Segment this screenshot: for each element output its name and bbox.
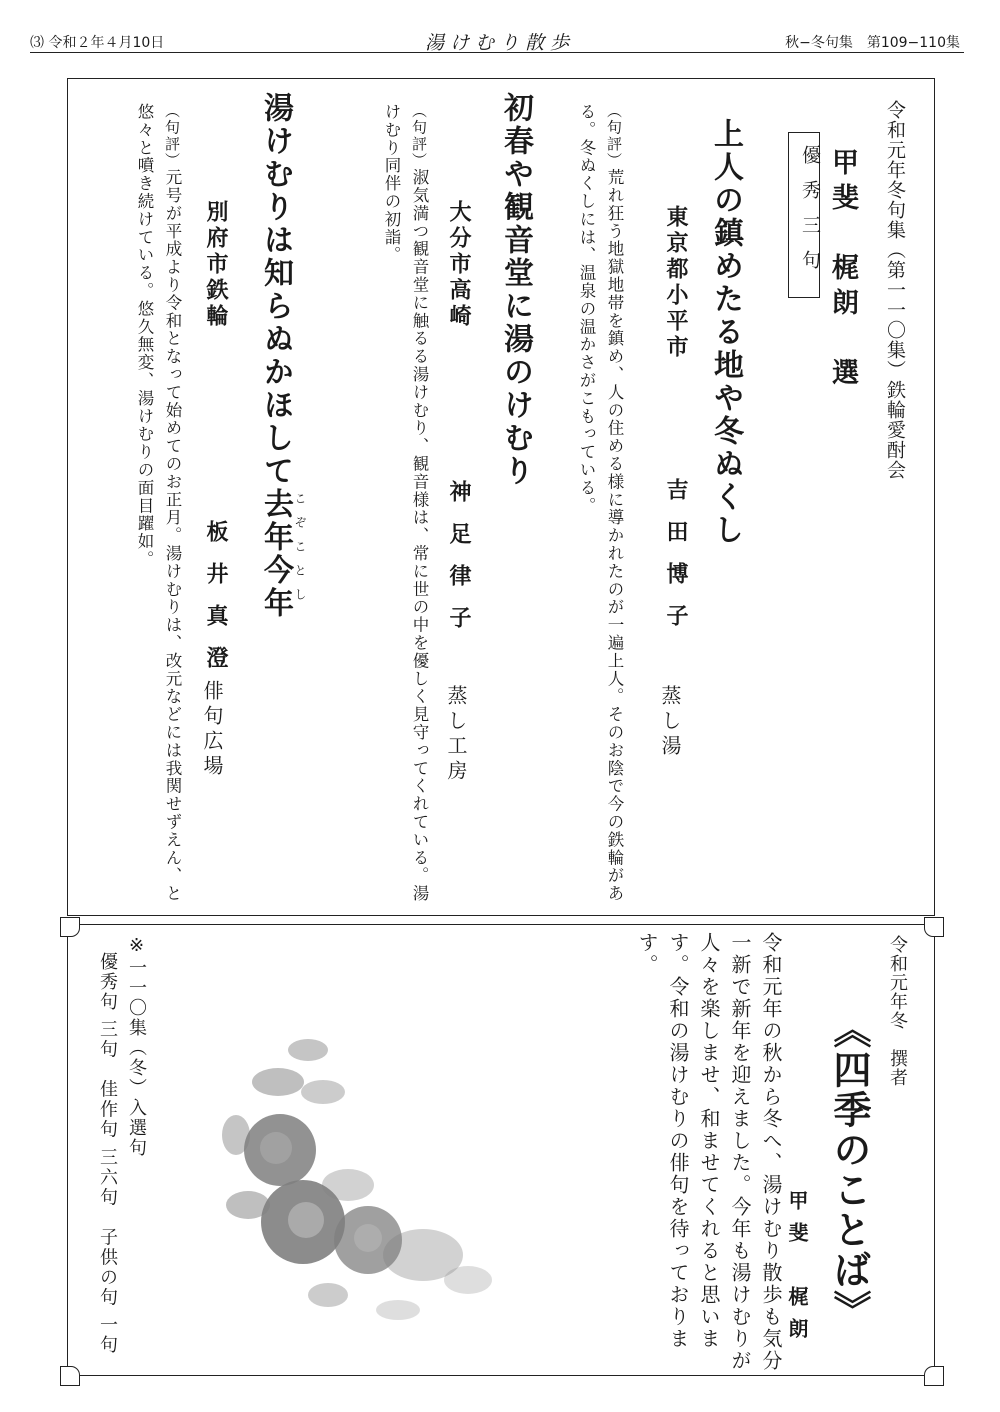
haiku-ruby: こぞことし xyxy=(293,492,307,612)
newsletter-title: 湯けむり散歩 xyxy=(424,32,575,54)
frame-corner xyxy=(924,1366,944,1386)
excellent-badge: 優秀三句 xyxy=(788,132,820,298)
comment-label: （句評） xyxy=(410,103,428,169)
frame-corner xyxy=(60,917,80,937)
haiku-location: 東京都小平市 xyxy=(663,205,689,361)
flower-blob xyxy=(288,1039,328,1061)
collection-title: 令和元年冬句集（第一一〇集）鉄輪愛酎会 xyxy=(884,100,906,480)
haiku-comment xyxy=(570,103,628,903)
seasons-heading: 《四季のことば》 xyxy=(827,1010,872,1330)
haiku-author: 神足律子 xyxy=(446,480,472,648)
haiku-location: 大分市高崎 xyxy=(446,200,472,330)
haiku-author: 板井真澄 xyxy=(203,520,229,688)
camellia-illustration xyxy=(218,1030,548,1340)
comment-label: （句評） xyxy=(605,103,623,169)
flower-blob xyxy=(354,1224,382,1252)
issue-range: 秋−冬句集 第109−110集 xyxy=(785,35,960,51)
seasons-body: 令和元年の秋から冬へ、湯けむり散歩も気分一新で新年を迎えました。今年も湯けむりが人々を楽しませ、和ませてくれると思います。令和の湯けむりの俳句を待っております。 xyxy=(635,932,783,1372)
flower-blob xyxy=(301,1080,345,1104)
comment-text: 元号が平成より令和となって始めてのお正月。湯けむりは、改元などには我関せずえん、と悠々と噴き続けている。悠久無変、湯けむりの面目躍如。 xyxy=(135,103,182,903)
issue-date: ⑶ 令和２年４月10日 xyxy=(30,35,165,51)
haiku-text: 上人の鎮めたる地や冬ぬくし xyxy=(708,118,743,547)
flower-blob xyxy=(260,1132,292,1164)
frame-corner xyxy=(924,917,944,937)
haiku-text: 初春や観音堂に湯のけむり xyxy=(498,92,533,488)
seasons-author: 甲斐 梶朗 xyxy=(785,1190,809,1350)
haiku-group: 蒸し湯 xyxy=(658,685,682,760)
frame-corner xyxy=(60,1366,80,1386)
seasons-title: 令和元年冬 撰者 xyxy=(887,935,908,1087)
haiku-location: 別府市鉄輪 xyxy=(203,200,229,330)
haiku-group: 俳句広場 xyxy=(200,680,224,780)
flower-blob xyxy=(288,1202,324,1238)
flower-blob xyxy=(376,1300,420,1320)
selection-note-headline: ※一一〇集（冬）入選句 xyxy=(126,935,147,1158)
flower-blob xyxy=(322,1169,374,1201)
haiku-text: 湯けむりは知らぬかほして去年今年 xyxy=(258,92,293,620)
haiku-group: 蒸し工房 xyxy=(444,685,468,785)
haiku-comment xyxy=(128,103,186,903)
haiku-author: 吉田博子 xyxy=(663,478,689,646)
flower-blob xyxy=(444,1266,492,1294)
flower-blob xyxy=(222,1115,250,1155)
flower-blob xyxy=(252,1068,304,1096)
comment-text: 淑気満つ観音堂に触るる湯けむり、観音様は、常に世の中を優しく見守ってくれている。湯けむり同伴の初詣。 xyxy=(382,103,429,903)
selection-note-detail: 優秀句 三句 佳作句 三六句 子供の句 一句 xyxy=(97,952,118,1356)
comment-text: 荒れ狂う地獄地帯を鎮め、人の住める様に導かれたのが一遍上人。そのお陰で今の鉄輪がある。冬ぬくしには、温泉の温かさがこもっている。 xyxy=(577,103,624,903)
header-rule xyxy=(30,52,964,53)
haiku-comment xyxy=(375,103,433,903)
flower-blob xyxy=(308,1283,348,1307)
selector-name: 甲斐 梶朗 選 xyxy=(827,148,858,393)
comment-label: （句評） xyxy=(163,103,181,169)
